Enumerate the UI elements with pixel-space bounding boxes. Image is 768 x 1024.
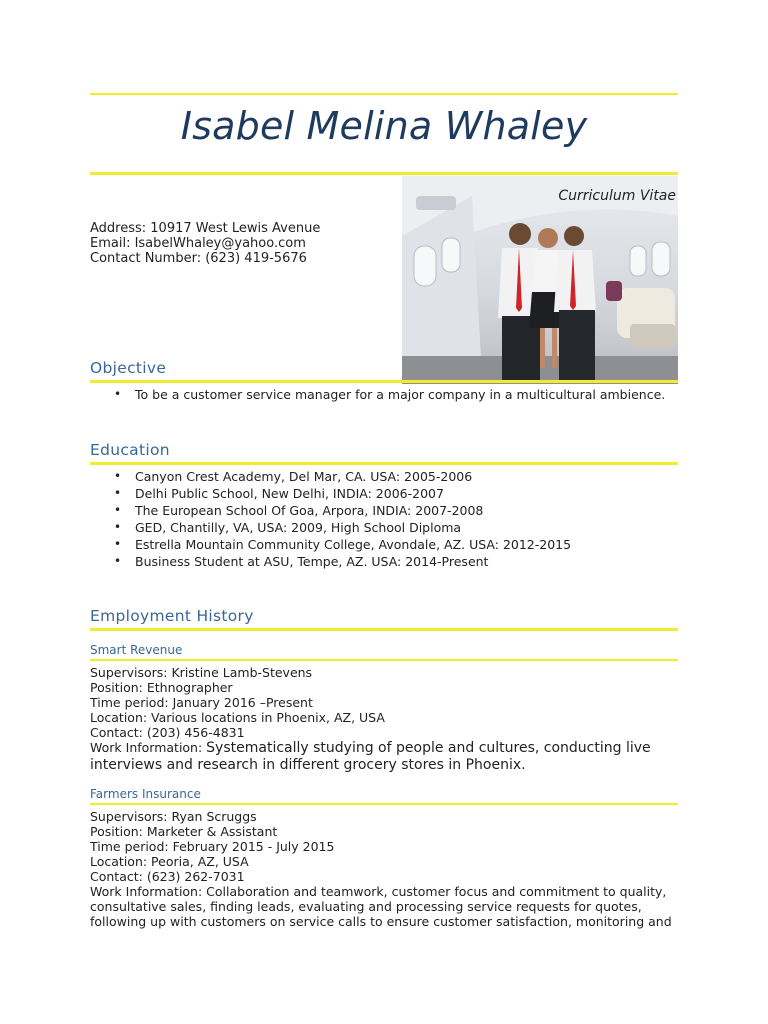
work-label: Work Information:: [90, 884, 207, 899]
job-contact: Contact: (203) 456-4831: [90, 725, 245, 740]
education-heading: Education: [90, 441, 170, 459]
objective-rule: [90, 380, 678, 383]
list-item: • To be a customer service manager for a major company in a multicultural ambience.: [90, 386, 665, 403]
objective-list: [90, 386, 665, 403]
work-text: Collaboration and teamwork, customer focus and commitment to quality, consultative sales, finding leads, evaluating and processing service requests for quotes, following up with customers on service calls to ensure customer satisfaction, monitoring and: [90, 884, 672, 929]
objective-heading: Objective: [90, 359, 167, 377]
list-item: • Delhi Public School, New Delhi, INDIA: 2006-2007: [90, 485, 571, 502]
job-contact: Contact: (623) 262-7031: [90, 869, 245, 884]
work-label: Work Information:: [90, 740, 207, 755]
education-list: [90, 468, 571, 570]
education-rule: [90, 462, 678, 465]
job-location: Location: Peoria, AZ, USA: [90, 854, 249, 869]
list-item: • The European School Of Goa, Arpora, INDIA: 2007-2008: [90, 502, 571, 519]
job-supervisors: Supervisors: Kristine Lamb-Stevens: [90, 665, 313, 680]
job-position: Position: Ethnographer: [90, 680, 233, 695]
list-item: • GED, Chantilly, VA, USA: 2009, High School Diploma: [90, 519, 571, 536]
company-name: Farmers Insurance: [90, 787, 201, 801]
crew-photo-illustration: [402, 176, 678, 384]
job-work-info: [90, 740, 690, 774]
top-rule: [90, 93, 678, 95]
address-line: Address: 10917 West Lewis Avenue: [90, 221, 321, 236]
list-item: • Canyon Crest Academy, Del Mar, CA. USA: 2005-2006: [90, 468, 571, 485]
job-period: Time period: February 2015 - July 2015: [90, 839, 335, 854]
contact-block: [90, 221, 320, 266]
name-rule: [90, 172, 678, 175]
work-text: Systematically studying of people and cultures, conducting live interviews and research in different grocery stores in Phoenix.: [90, 740, 651, 773]
company-name: Smart Revenue: [90, 643, 183, 657]
job-location: Location: Various locations in Phoenix, AZ, USA: [90, 710, 385, 725]
job-period: Time period: January 2016 –Present: [90, 695, 313, 710]
company-rule: [90, 659, 678, 661]
job-supervisors: Supervisors: Ryan Scruggs: [90, 809, 257, 824]
phone-line: Contact Number: (623) 419-5676: [90, 251, 307, 266]
job-entry: [90, 665, 690, 774]
job-work-info: [90, 884, 680, 929]
cv-label: Curriculum Vitae: [558, 188, 676, 204]
job-entry: [90, 809, 690, 929]
employment-rule: [90, 628, 678, 631]
list-item: • Estrella Mountain Community College, Avondale, AZ. USA: 2012-2015: [90, 536, 571, 553]
candidate-name: Isabel Melina Whaley: [180, 104, 588, 148]
email-line: Email: IsabelWhaley@yahoo.com: [90, 236, 306, 251]
crew-photo: [402, 176, 678, 384]
list-item: • Business Student at ASU, Tempe, AZ. USA: 2014-Present: [90, 553, 571, 570]
job-position: Position: Marketer & Assistant: [90, 824, 278, 839]
employment-heading: Employment History: [90, 607, 254, 625]
company-rule: [90, 803, 678, 805]
